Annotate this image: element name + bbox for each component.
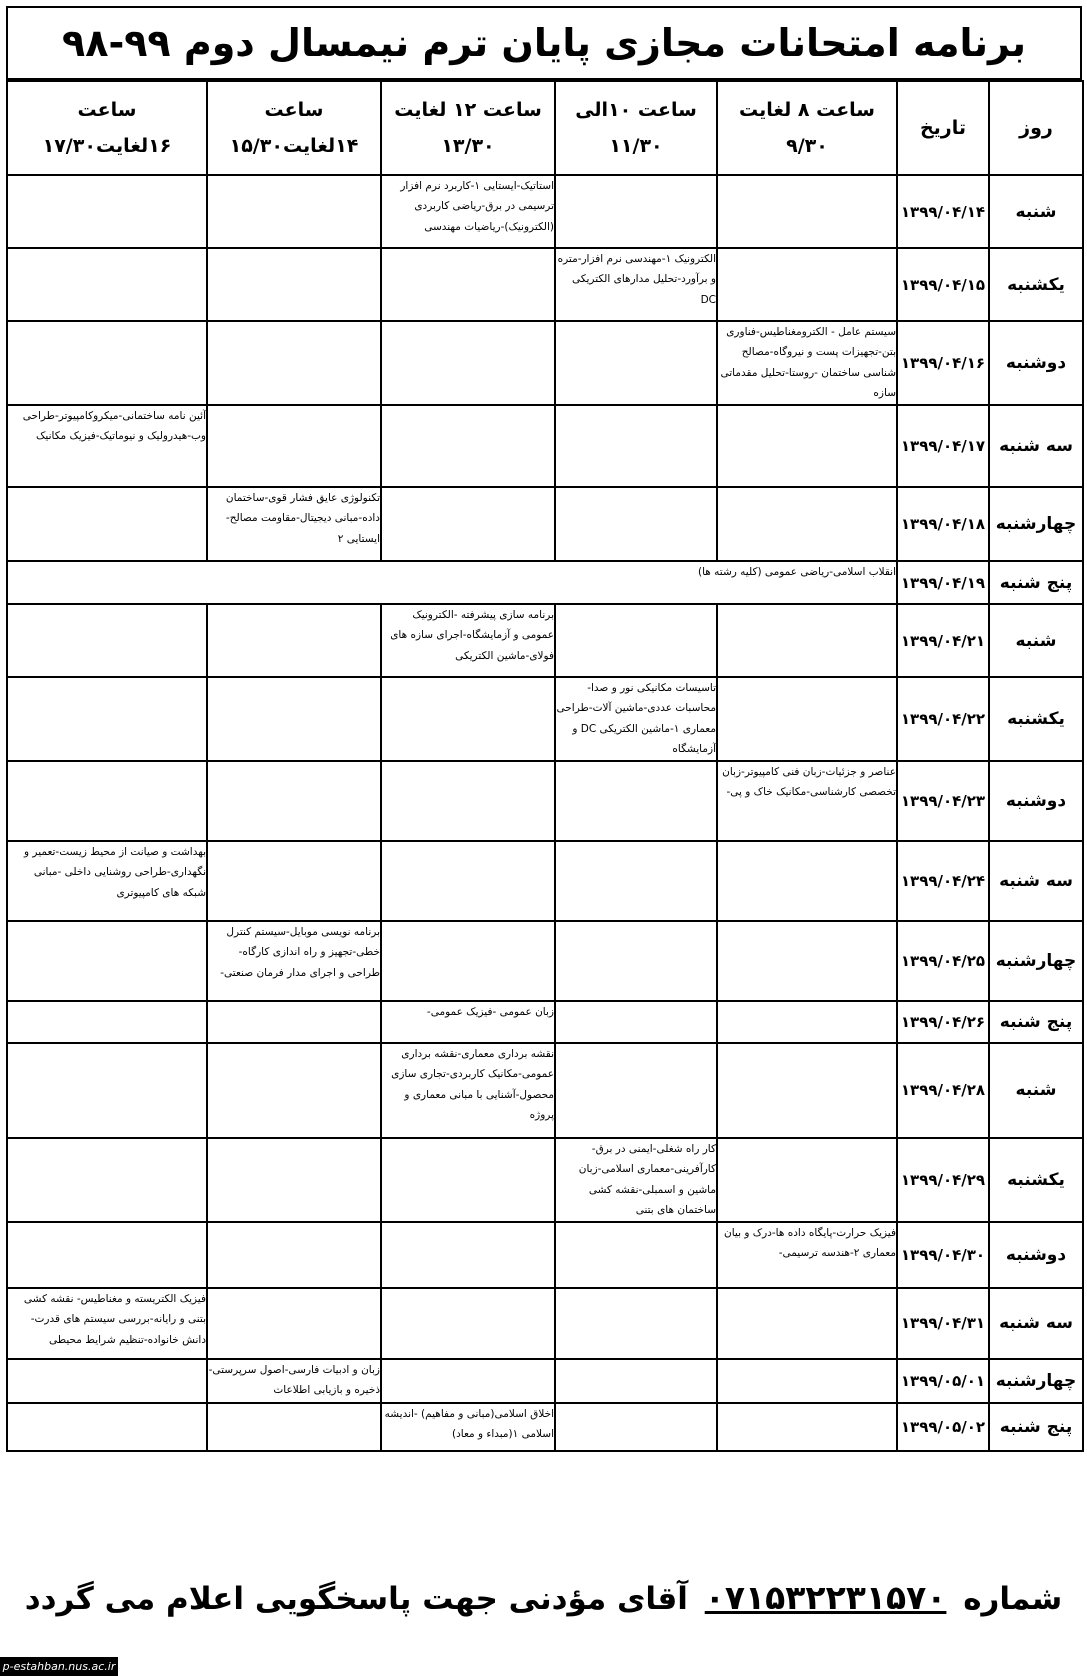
slot1-cell: [717, 677, 897, 761]
slot2-cell: [555, 321, 717, 405]
day-cell: شنبه: [989, 604, 1083, 677]
slot3-cell: [381, 405, 555, 487]
slot3-cell: [381, 761, 555, 841]
slot5-cell: [7, 1043, 207, 1138]
slot4-cell: [207, 1403, 381, 1451]
slot4-cell: [207, 761, 381, 841]
slot3-cell: [381, 1288, 555, 1359]
date-cell: ۱۳۹۹/۰۵/۰۱: [897, 1359, 989, 1403]
slot2-cell: [555, 1043, 717, 1138]
slot3-cell: [381, 1359, 555, 1403]
table-row: [7, 1138, 1083, 1222]
day-cell: یکشنبه: [989, 248, 1083, 321]
slot4-cell: [207, 677, 381, 761]
date-cell: ۱۳۹۹/۰۴/۱۵: [897, 248, 989, 321]
slot2-cell: [555, 841, 717, 921]
date-cell: ۱۳۹۹/۰۴/۱۷: [897, 405, 989, 487]
table-row: [7, 604, 1083, 677]
day-cell: پنج شنبه: [989, 1001, 1083, 1043]
date-cell: ۱۳۹۹/۰۵/۰۲: [897, 1403, 989, 1451]
slot2-cell: [555, 175, 717, 248]
day-cell: پنج شنبه: [989, 1403, 1083, 1451]
slot3-cell: [381, 921, 555, 1001]
header-date: تاریخ: [897, 81, 989, 175]
slot1-cell: [717, 405, 897, 487]
slot2-cell: [555, 604, 717, 677]
slot4-cell: تکنولوژی عایق فشار قوی-ساختمان داده-مبانی دیجیتال-مقاومت مصالح-ایستایی ۲: [207, 487, 381, 561]
slot1-cell: عناصر و جزئیات-زبان فنی کامپیوتر-زبان تخصصی کارشناسی-مکانیک خاک و پی-: [717, 761, 897, 841]
slot2-cell: [555, 1001, 717, 1043]
day-cell: چهارشنبه: [989, 921, 1083, 1001]
table-row: [7, 841, 1083, 921]
slot2-cell: [555, 405, 717, 487]
table-row: [7, 1222, 1083, 1288]
date-cell: ۱۳۹۹/۰۴/۱۴: [897, 175, 989, 248]
slot3-cell: [381, 841, 555, 921]
date-cell: ۱۳۹۹/۰۴/۲۵: [897, 921, 989, 1001]
date-cell: ۱۳۹۹/۰۴/۲۲: [897, 677, 989, 761]
slot4-cell: [207, 1222, 381, 1288]
slot1-cell: [717, 604, 897, 677]
slot2-cell: [555, 1222, 717, 1288]
day-cell: یکشنبه: [989, 677, 1083, 761]
day-cell: شنبه: [989, 1043, 1083, 1138]
slot4-cell: [207, 1001, 381, 1043]
notice-prefix: شماره: [963, 1581, 1063, 1617]
table-row: [7, 321, 1083, 405]
page-title: برنامه امتحانات مجازی پایان ترم نیمسال دوم ۹۹-۹۸: [6, 6, 1082, 80]
date-cell: ۱۳۹۹/۰۴/۲۱: [897, 604, 989, 677]
slot3-cell: نقشه برداری معماری-نقشه برداری عمومی-مکانیک کاربردی-تجاری سازی محصول-آشنایی با مبانی معماری و پروژه: [381, 1043, 555, 1138]
slot5-cell: آئین نامه ساختمانی-میکروکامپیوتر-طراحی وب-هیدرولیک و نیوماتیک-فیزیک مکانیک: [7, 405, 207, 487]
slot1-cell: [717, 1288, 897, 1359]
header-day: روز: [989, 81, 1083, 175]
slot3-cell: استاتیک-ایستایی ۱-کاربرد نرم افزار ترسیمی در برق-ریاضی کاربردی (الکترونیک)-ریاضیات مهندسی: [381, 175, 555, 248]
slot1-cell: [717, 1138, 897, 1222]
header-slot5: ساعت ۱۶لغایت۱۷/۳۰: [7, 81, 207, 175]
slot1-cell: [717, 1001, 897, 1043]
slot4-cell: [207, 248, 381, 321]
day-cell: شنبه: [989, 175, 1083, 248]
header-slot2: ساعت ۱۰الی ۱۱/۳۰: [555, 81, 717, 175]
header-row: [7, 81, 1083, 175]
slot4-cell: [207, 1288, 381, 1359]
notice-suffix: آقای مؤدنی جهت پاسخگویی اعلام می گردد: [24, 1581, 688, 1617]
table-row: [7, 405, 1083, 487]
slot5-cell: [7, 677, 207, 761]
slot3-cell: [381, 487, 555, 561]
date-cell: ۱۳۹۹/۰۴/۱۶: [897, 321, 989, 405]
slot4-cell: برنامه نویسی موبایل-سیستم کنترل خطی-تجهیز و راه اندازی کارگاه-طراحی و اجرای مدار فرمان صنعتی-: [207, 921, 381, 1001]
slot1-cell: سیستم عامل - الکترومغناطیس-فناوری بتن-تجهیزات پست و نیروگاه-مصالح شناسی ساختمان -روستا-تحلیل مقدماتی سازه: [717, 321, 897, 405]
slot5-cell: [7, 921, 207, 1001]
slot1-cell: [717, 248, 897, 321]
table-row: [7, 1043, 1083, 1138]
table-row: [7, 175, 1083, 248]
slot2-cell: [555, 487, 717, 561]
slot1-cell: [717, 1403, 897, 1451]
slot1-cell: [717, 841, 897, 921]
header-slot4: ساعت ۱۴لغایت۱۵/۳۰: [207, 81, 381, 175]
date-cell: ۱۳۹۹/۰۴/۱۸: [897, 487, 989, 561]
slot5-cell: بهداشت و صیانت از محیط زیست-تعمیر و نگهداری-طراحی روشنایی داخلی -مبانی شبکه های کامپیوتری: [7, 841, 207, 921]
slot2-cell: کار راه شغلی-ایمنی در برق-کارآفرینی-معماری اسلامی-زبان ماشین و اسمبلی-نقشه کشی ساختمان های بتنی: [555, 1138, 717, 1222]
spanned-slot-cell: انقلاب اسلامی-ریاضی عمومی (کلیه رشته ها): [7, 561, 897, 604]
header-slot1: ساعت ۸ لغایت ۹/۳۰: [717, 81, 897, 175]
exam-schedule-table: [6, 80, 1084, 1452]
slot4-cell: زبان و ادبیات فارسی-اصول سرپرستی-ذخیره و بازیابی اطلاعات: [207, 1359, 381, 1403]
day-cell: چهارشنبه: [989, 487, 1083, 561]
slot3-cell: زبان عمومی -فیزیک عمومی-: [381, 1001, 555, 1043]
date-cell: ۱۳۹۹/۰۴/۲۶: [897, 1001, 989, 1043]
slot5-cell: [7, 1001, 207, 1043]
slot5-cell: [7, 604, 207, 677]
table-row: [7, 248, 1083, 321]
slot1-cell: [717, 1043, 897, 1138]
slot1-cell: [717, 175, 897, 248]
table-row: [7, 761, 1083, 841]
date-cell: ۱۳۹۹/۰۴/۳۰: [897, 1222, 989, 1288]
table-row: [7, 677, 1083, 761]
slot5-cell: [7, 1403, 207, 1451]
day-cell: سه شنبه: [989, 841, 1083, 921]
table-row: [7, 1288, 1083, 1359]
slot5-cell: [7, 1359, 207, 1403]
table-row: [7, 921, 1083, 1001]
slot1-cell: فیزیک حرارت-پایگاه داده ها-درک و بیان معماری ۲-هندسه ترسیمی-: [717, 1222, 897, 1288]
slot5-cell: [7, 321, 207, 405]
slot2-cell: [555, 761, 717, 841]
slot3-cell: [381, 248, 555, 321]
slot5-cell: [7, 1138, 207, 1222]
table-row: [7, 561, 1083, 604]
slot4-cell: [207, 1138, 381, 1222]
slot4-cell: [207, 405, 381, 487]
date-cell: ۱۳۹۹/۰۴/۲۳: [897, 761, 989, 841]
header-slot3: ساعت ۱۲ لغایت ۱۳/۳۰: [381, 81, 555, 175]
slot4-cell: [207, 841, 381, 921]
site-watermark: p-estahban.nus.ac.ir: [0, 1657, 118, 1676]
slot5-cell: [7, 487, 207, 561]
slot5-cell: [7, 248, 207, 321]
date-cell: ۱۳۹۹/۰۴/۲۸: [897, 1043, 989, 1138]
slot1-cell: [717, 487, 897, 561]
day-cell: دوشنبه: [989, 1222, 1083, 1288]
slot3-cell: [381, 1138, 555, 1222]
table-row: [7, 1403, 1083, 1451]
day-cell: سه شنبه: [989, 1288, 1083, 1359]
slot1-cell: [717, 1359, 897, 1403]
slot2-cell: [555, 1359, 717, 1403]
slot2-cell: الکترونیک ۱-مهندسی نرم افزار-متره و برآورد-تحلیل مدارهای الکتریکی DC: [555, 248, 717, 321]
phone-number: ۰۷۱۵۳۲۲۳۱۵۷۰: [704, 1578, 947, 1617]
slot3-cell: [381, 677, 555, 761]
table-row: [7, 1359, 1083, 1403]
date-cell: ۱۳۹۹/۰۴/۲۹: [897, 1138, 989, 1222]
date-cell: ۱۳۹۹/۰۴/۱۹: [897, 561, 989, 604]
day-cell: دوشنبه: [989, 761, 1083, 841]
day-cell: چهارشنبه: [989, 1359, 1083, 1403]
slot4-cell: [207, 1043, 381, 1138]
day-cell: دوشنبه: [989, 321, 1083, 405]
day-cell: پنج شنبه: [989, 561, 1083, 604]
slot2-cell: تاسیسات مکانیکی نور و صدا-محاسبات عددی-ماشین آلات-طراحی معماری ۱-ماشین الکتریکی DC و آزمایشگاه: [555, 677, 717, 761]
slot4-cell: [207, 321, 381, 405]
slot3-cell: [381, 1222, 555, 1288]
table-row: [7, 1001, 1083, 1043]
slot3-cell: اخلاق اسلامی(مبانی و مفاهیم) -اندیشه اسلامی ۱(مبداء و معاد): [381, 1403, 555, 1451]
date-cell: ۱۳۹۹/۰۴/۳۱: [897, 1288, 989, 1359]
table-row: [7, 487, 1083, 561]
day-cell: سه شنبه: [989, 405, 1083, 487]
slot5-cell: فیزیک الکتریسته و مغناطیس- نقشه کشی بتنی و رایانه-بررسی سیستم های قدرت-دانش خانواده-تنظیم شرایط محیطی: [7, 1288, 207, 1359]
slot3-cell: برنامه سازی پیشرفته -الکترونیک عمومی و آزمایشگاه-اجرای سازه های فولای-ماشین الکتریکی: [381, 604, 555, 677]
slot2-cell: [555, 1288, 717, 1359]
slot3-cell: [381, 321, 555, 405]
contact-notice: [0, 1578, 1087, 1617]
slot4-cell: [207, 175, 381, 248]
slot2-cell: [555, 921, 717, 1001]
slot2-cell: [555, 1403, 717, 1451]
slot1-cell: [717, 921, 897, 1001]
slot5-cell: [7, 761, 207, 841]
day-cell: یکشنبه: [989, 1138, 1083, 1222]
slot4-cell: [207, 604, 381, 677]
slot5-cell: [7, 1222, 207, 1288]
slot5-cell: [7, 175, 207, 248]
date-cell: ۱۳۹۹/۰۴/۲۴: [897, 841, 989, 921]
